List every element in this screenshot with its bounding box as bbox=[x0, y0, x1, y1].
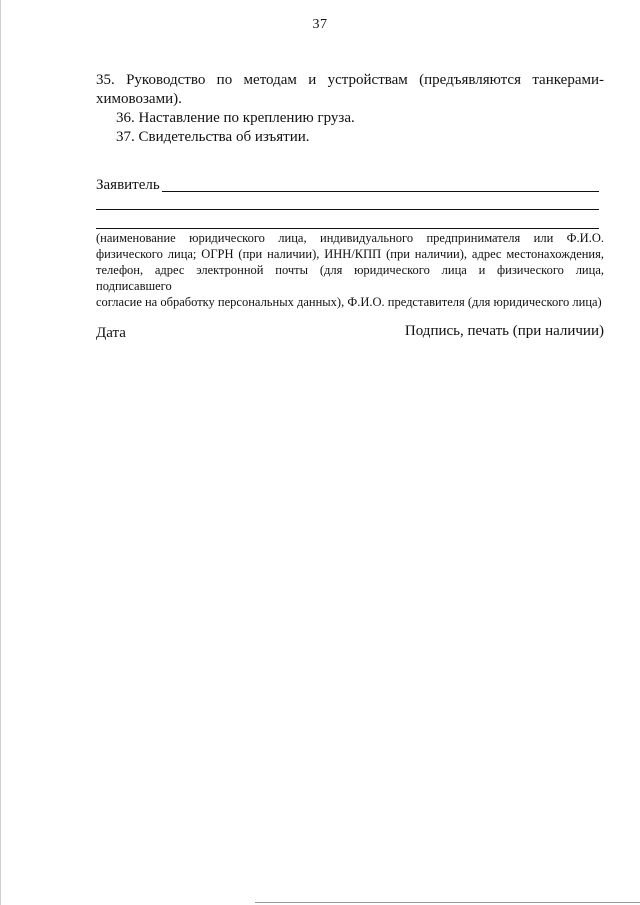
list-item-35: 35. Руководство по методам и устройствам (предъявляются танкерами- bbox=[96, 72, 604, 88]
applicant-blank-line bbox=[162, 191, 599, 192]
applicant-blank-line-3 bbox=[96, 228, 599, 229]
caption-line: (наименование юридического лица, индивидуального предпринимателя или Ф.И.О. bbox=[96, 231, 604, 245]
list-item-36: 36. Наставление по креплению груза. bbox=[116, 110, 355, 126]
page-number: 37 bbox=[312, 17, 328, 32]
signature-stamp-label: Подпись, печать (при наличии) bbox=[404, 323, 604, 339]
scan-edge-left bbox=[0, 0, 1, 905]
applicant-label: Заявитель bbox=[96, 177, 160, 193]
list-item-35-continuation: химовозами). bbox=[96, 91, 182, 107]
caption-line: физического лица; ОГРН (при наличии), ИНН/КПП (при наличии), адрес местонахождения, bbox=[96, 247, 604, 261]
caption-line: телефон, адрес электронной почты (для юридического лица и физического лица, подписавшего bbox=[96, 263, 604, 293]
date-label: Дата bbox=[96, 325, 126, 341]
scan-edge-bottom bbox=[255, 902, 640, 903]
applicant-field-caption bbox=[96, 230, 604, 310]
applicant-row bbox=[96, 176, 599, 196]
list-item-37: 37. Свидетельства об изъятии. bbox=[116, 129, 310, 145]
applicant-blank-line-2 bbox=[96, 209, 599, 210]
caption-line: согласие на обработку персональных данных), Ф.И.О. представителя (для юридического лица) bbox=[96, 295, 602, 309]
